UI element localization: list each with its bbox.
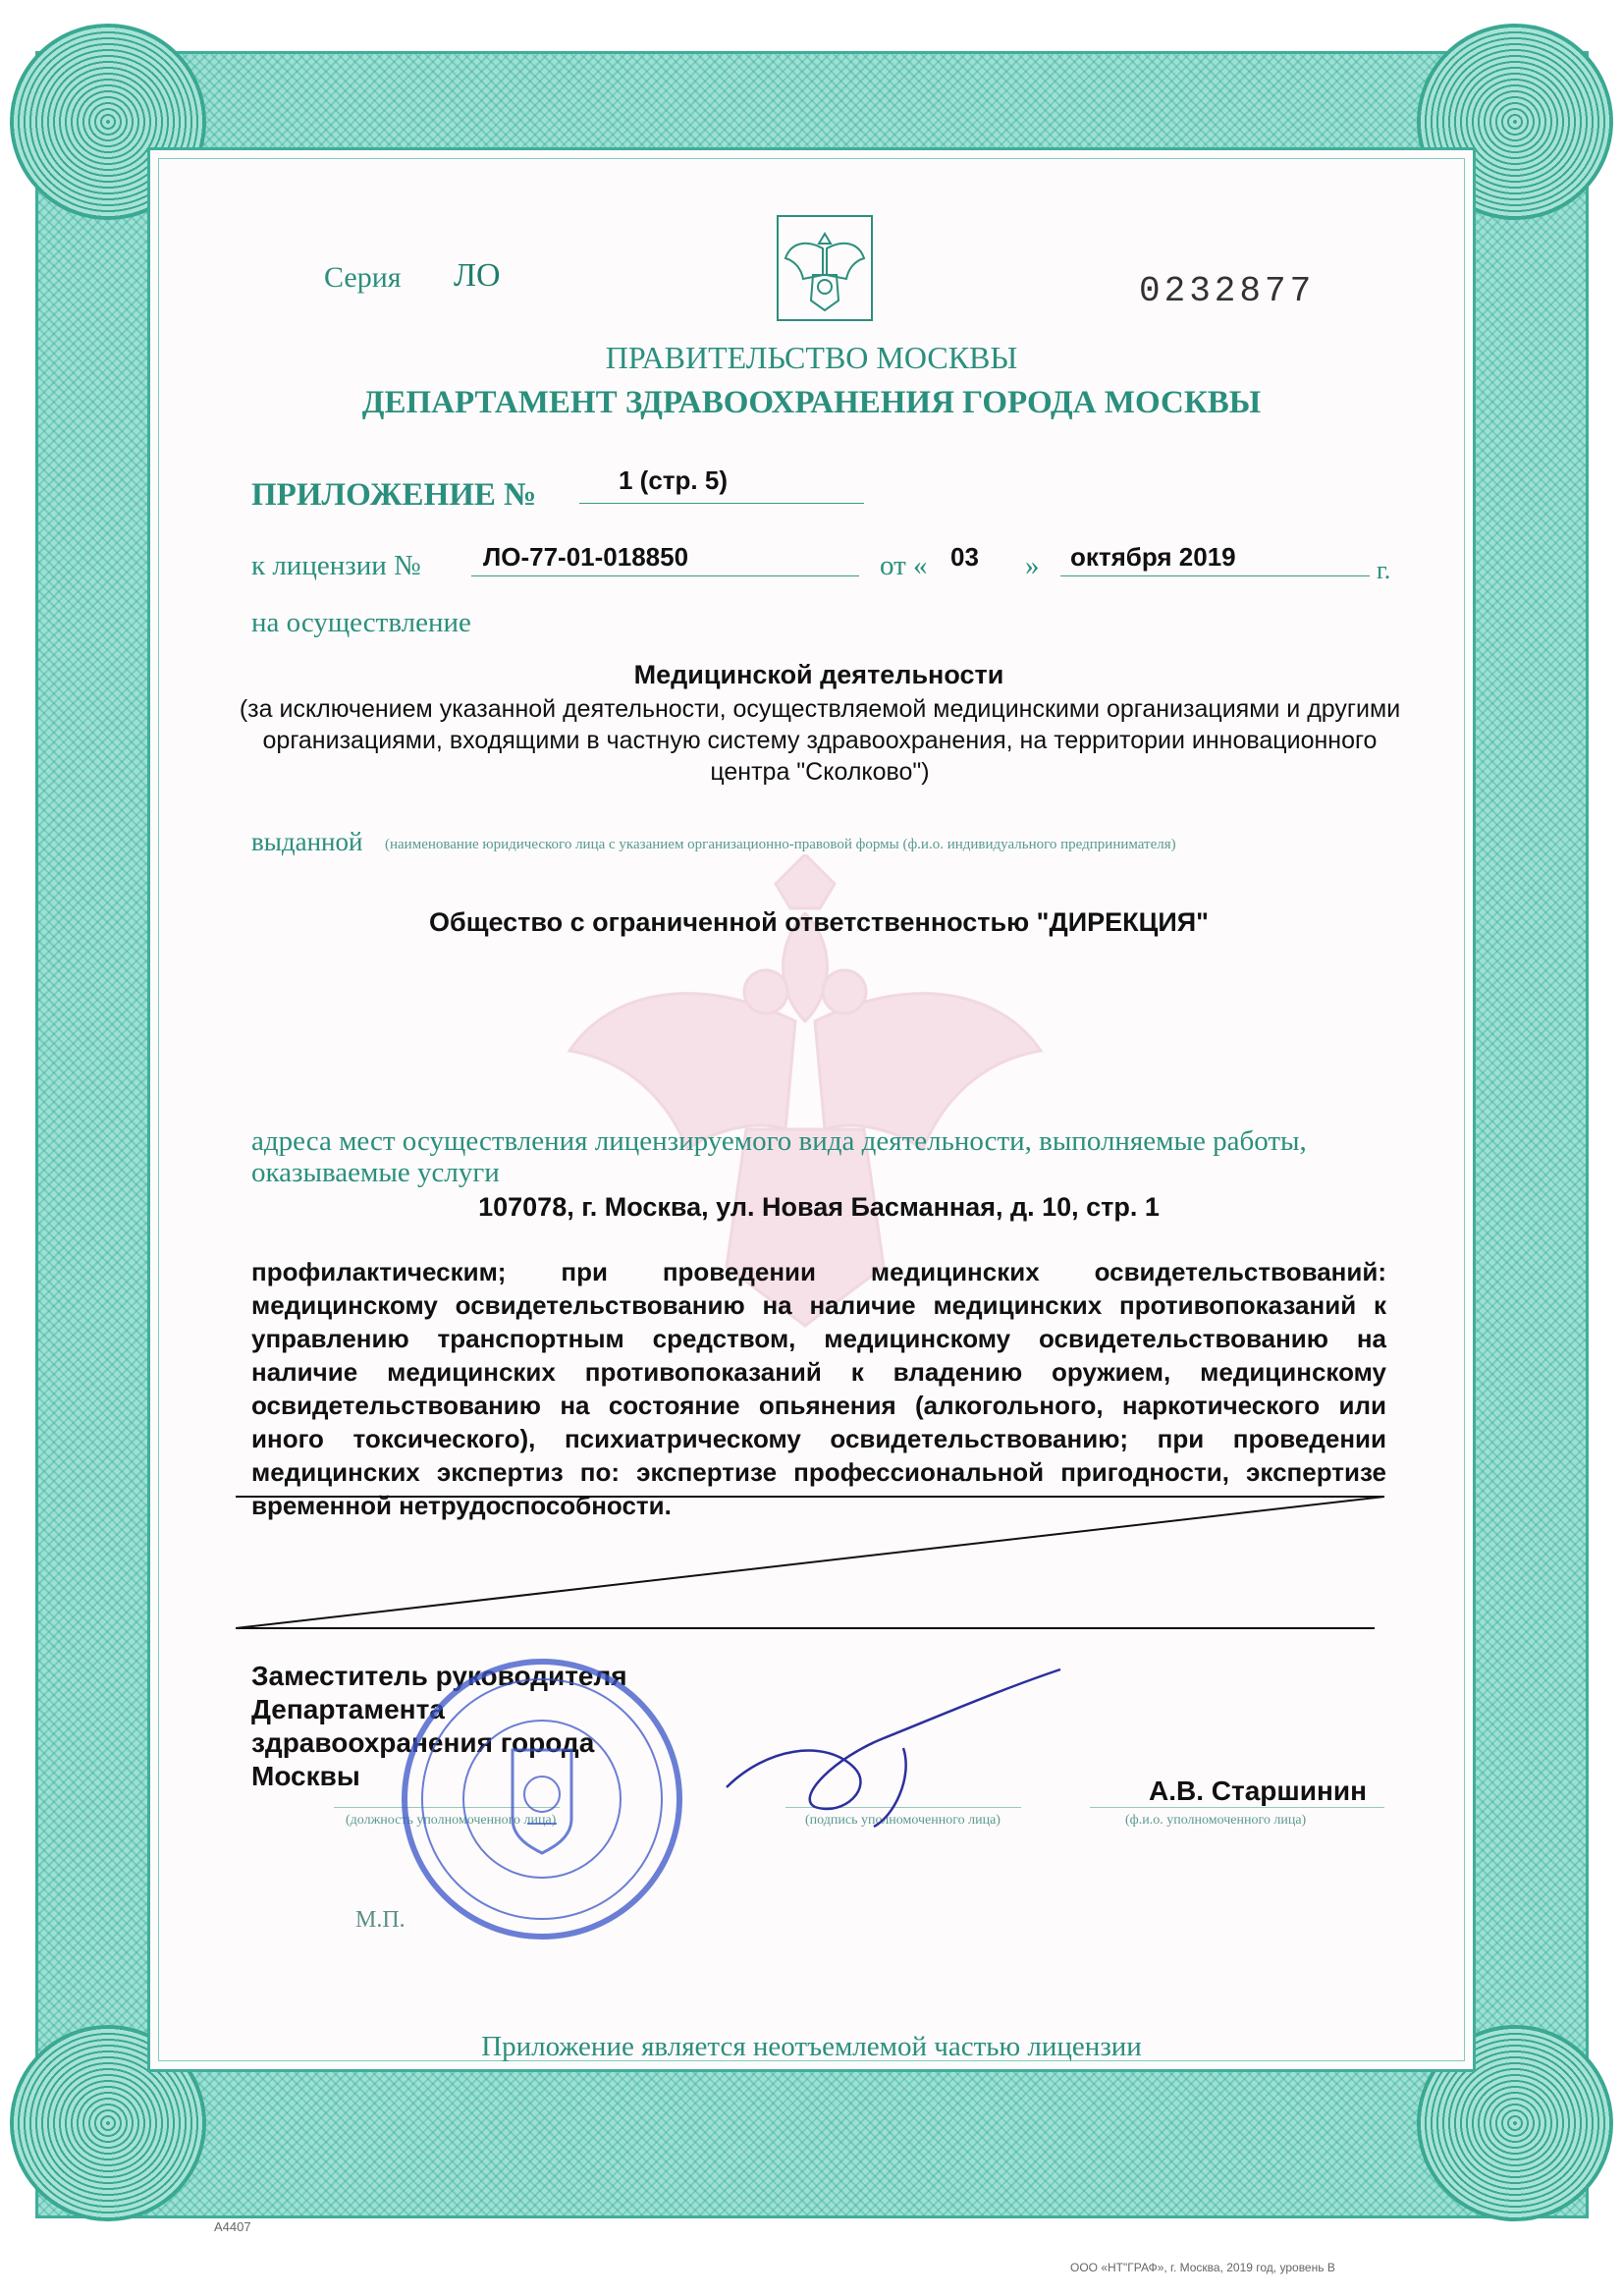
position-line: Заместитель руководителя (251, 1661, 627, 1691)
signatory-name: А.В. Старшинин (1149, 1776, 1367, 1806)
close-quote: » (1025, 550, 1040, 581)
year-suffix: г. (1377, 556, 1391, 584)
address-value: 107078, г. Москва, ул. Новая Басманная, д. 10, стр. 1 (478, 1192, 1160, 1222)
issued-label: выданной (251, 827, 363, 856)
activity-title: Медицинской деятельности (633, 660, 1004, 689)
position-line: здравоохранения города (251, 1727, 595, 1758)
official-seal-icon (395, 1652, 689, 1946)
underline (579, 503, 864, 504)
caption-signature: (подпись уполномоченного лица) (805, 1813, 1001, 1828)
coat-of-arms-icon (776, 214, 874, 322)
license-day: 03 (950, 542, 979, 572)
license-number: ЛО-77-01-018850 (483, 542, 689, 572)
cross-out-lines (236, 1489, 1394, 1636)
activity-description: (за исключением указанной деятельности, осуществляемой медицинскими организациями и другими организациями, входящими в частную систему здравоохранения, на территории инновационного центра "Сколково") (239, 695, 1401, 786)
form-code: А4407 (214, 2219, 251, 2234)
handwritten-signature-icon (707, 1660, 1080, 1836)
services-text: профилактическим; при проведении медицинских освидетельствований: медицинскому освидетельствованию на наличие медицинских противопоказаний к управлению транспортным средством, медицинскому освидетельствованию на наличие медицинских противопоказаний к владению оружием, медицинскому освидетельствованию на состояние опьянения (алкогольного, наркотического или иного токсического), психиатрическому освидетельствованию; при проведении медицинских экспертиз по: экспертизе профессиональной пригодности, экспертизе временной нетрудоспособности. (251, 1257, 1386, 1520)
license-label: к лицензии № (251, 550, 421, 581)
caption-name: (ф.и.о. уполномоченного лица) (1125, 1813, 1307, 1828)
position-line: Департамента (251, 1694, 445, 1724)
underline (1090, 1807, 1384, 1808)
department-title: ДЕПАРТАМЕНТ ЗДРАВООХРАНЕНИЯ ГОРОДА МОСКВЫ (361, 385, 1262, 420)
activity-label: на осуществление (251, 607, 471, 638)
license-month-year: октября 2019 (1070, 542, 1236, 572)
appendix-label: ПРИЛОЖЕНИЕ № (251, 477, 537, 513)
address-label: адреса мест осуществления лицензируемого вида деятельности, выполняемые работы, оказываемые услуги (251, 1125, 1307, 1188)
from-label: от « (880, 550, 928, 581)
appendix-value: 1 (стр. 5) (619, 465, 728, 495)
organization-name: Общество с ограниченной ответственностью "ДИРЕКЦИЯ" (429, 907, 1209, 937)
series-label: Серия (324, 261, 402, 294)
series-value: ЛО (454, 257, 501, 294)
printer-info: ООО «НТ"ГРАФ», г. Москва, 2019 год, уровень В (1070, 2261, 1335, 2274)
footer-note: Приложение является неотъемлемой частью лицензии (481, 2031, 1142, 2062)
underline (471, 575, 859, 576)
underline (1060, 575, 1370, 576)
seal-place-label: М.П. (355, 1907, 406, 1933)
position-line: Москвы (251, 1761, 360, 1791)
government-title: ПРАВИТЕЛЬСТВО МОСКВЫ (605, 340, 1018, 375)
document-number: 0232877 (1139, 271, 1316, 311)
caption-position: (должность уполномоченного лица) (346, 1813, 557, 1828)
issued-hint: (наименование юридического лица с указанием организационно-правовой формы (ф.и.о. индивидуального предпринимателя) (385, 837, 1176, 852)
